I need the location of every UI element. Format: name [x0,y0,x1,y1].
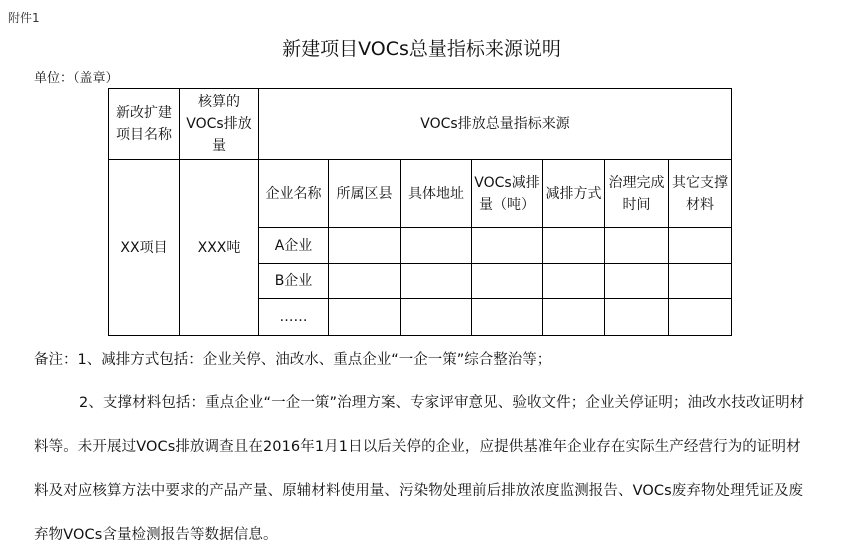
document-title: 新建项目VOCs总量指标来源说明 [282,38,561,60]
note-reduction-methods: 备注：1、减排方式包括：企业关停、油改水、重点企业“一企一策”综合整治等； [34,352,552,368]
table-cell [401,228,472,264]
table-cell [329,228,401,264]
table-cell [543,264,605,299]
source-table [108,88,732,336]
subheader-reduction-amount: VOCs减排量（吨） [472,160,543,228]
annex-label: 附件1 [8,11,40,25]
subheader-completion-time: 治理完成时间 [605,160,669,228]
header-indicator-source: VOCs排放总量指标来源 [259,89,732,160]
table-cell [605,299,669,336]
header-accounted-emission: 核算的VOCs排放量 [180,89,259,160]
table-cell [329,264,401,299]
table-cell [669,228,732,264]
cell-ellipsis: …… [259,299,329,336]
table-cell [401,299,472,336]
unit-label: 单位：（盖章） [34,71,119,86]
cell-project-value: XX项目 [109,160,180,336]
cell-enterprise-b: B企业 [259,264,329,299]
table-cell [543,228,605,264]
table-cell [605,264,669,299]
table-cell [401,264,472,299]
table-cell [669,264,732,299]
subheader-address: 具体地址 [401,160,472,228]
cell-enterprise-a: A企业 [259,228,329,264]
table-cell [329,299,401,336]
table-cell [472,228,543,264]
notes-section [34,345,814,557]
table-cell [472,264,543,299]
subheader-district: 所属区县 [329,160,401,228]
table-cell [669,299,732,336]
cell-amount-value: XXX吨 [180,160,259,336]
table-cell [472,299,543,336]
subheader-reduction-method: 减排方式 [543,160,605,228]
header-project-name: 新改扩建项目名称 [109,89,180,160]
subheader-enterprise-name: 企业名称 [259,160,329,228]
table-cell [543,299,605,336]
table-cell [605,228,669,264]
subheader-supporting-materials: 其它支撑材料 [669,160,732,228]
note-supporting-materials: 2、支撑材料包括：重点企业“一企一策”治理方案、专家评审意见、验收文件；企业关停证明；油改水技改证明材料等。未开展过VOCs排放调查且在2016年1月1日以后关停的企业，应提供基准年企业存在实际生产经营行为的证明材料及对应核算方法中要求的产品产量、原辅材料使用量、污染物处理前后排放浓度监测报告、VOCs废弃物处理凭证及废弃物VOCs含量检测报告等数据信息。 [34,395,805,543]
